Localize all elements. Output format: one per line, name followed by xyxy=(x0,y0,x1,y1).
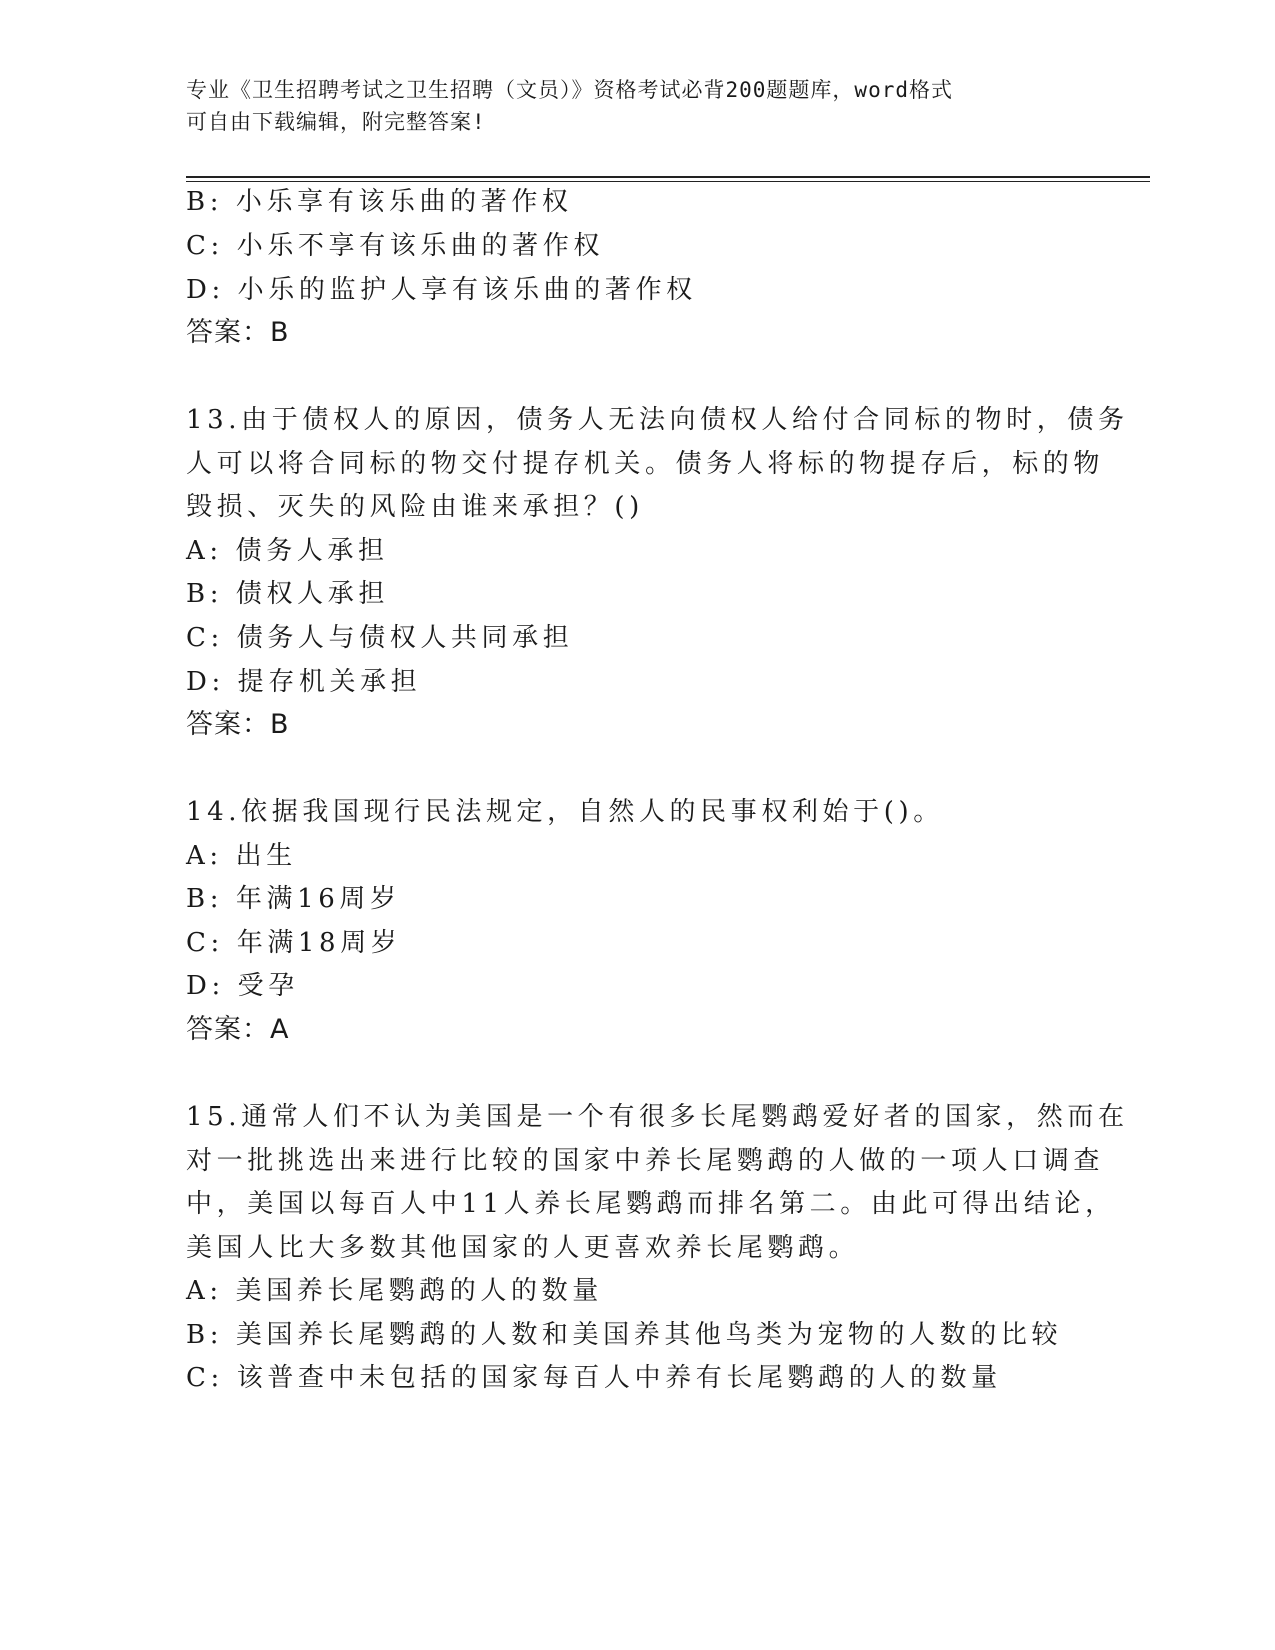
q15-option-a: A: 美国养长尾鹦鹉的人的数量 xyxy=(186,1276,603,1306)
q14-option-c: C: 年满18周岁 xyxy=(186,928,402,958)
q13-option-a: A: 债务人承担 xyxy=(186,536,389,566)
q14-option-b: B: 年满16周岁 xyxy=(186,884,401,914)
q13-option-d: D: 提存机关承担 xyxy=(186,667,422,697)
document-header xyxy=(186,74,1066,138)
q13-stem-line-3: 毁损、灭失的风险由谁来承担？() xyxy=(186,492,644,522)
header-divider-thick xyxy=(186,176,1150,178)
q15-stem-line-1: 15.通常人们不认为美国是一个有很多长尾鹦鹉爱好者的国家，然而在 xyxy=(186,1102,1129,1132)
q12-option-d: D: 小乐的监护人享有该乐曲的著作权 xyxy=(186,275,697,305)
q14-stem-line-1: 14.依据我国现行民法规定，自然人的民事权利始于()。 xyxy=(186,797,944,827)
q15-stem-line-4: 美国人比大多数其他国家的人更喜欢养长尾鹦鹉。 xyxy=(186,1233,860,1263)
q15-stem-line-2: 对一批挑选出来进行比较的国家中养长尾鹦鹉的人做的一项人口调查 xyxy=(186,1146,1105,1176)
q13-stem-line-2: 人可以将合同标的物交付提存机关。债务人将标的物提存后，标的物 xyxy=(186,449,1105,479)
q12-option-c: C: 小乐不享有该乐曲的著作权 xyxy=(186,231,604,261)
q12-answer: 答案：B xyxy=(186,317,290,348)
header-line-1: 专业《卫生招聘考试之卫生招聘（文员）》资格考试必背200题题库，word格式 xyxy=(186,78,953,102)
q14-option-a: A: 出生 xyxy=(186,841,297,871)
q15-option-c: C: 该普查中未包括的国家每百人中养有长尾鹦鹉的人的数量 xyxy=(186,1363,1002,1393)
q12-option-b: B: 小乐享有该乐曲的著作权 xyxy=(186,187,573,217)
header-divider-thin xyxy=(186,181,1150,182)
q15-stem-line-3: 中，美国以每百人中11人养长尾鹦鹉而排名第二。由此可得出结论， xyxy=(186,1189,1116,1219)
q15-option-b: B: 美国养长尾鹦鹉的人数和美国养其他鸟类为宠物的人数的比较 xyxy=(186,1320,1063,1350)
q13-option-c: C: 债务人与债权人共同承担 xyxy=(186,623,574,653)
q13-stem-line-1: 13.由于债权人的原因，债务人无法向债权人给付合同标的物时，债务 xyxy=(186,405,1129,435)
q14-answer: 答案：A xyxy=(186,1014,290,1045)
q14-option-d: D: 受孕 xyxy=(186,971,299,1001)
q13-option-b: B: 债权人承担 xyxy=(186,579,389,609)
header-line-2: 可自由下载编辑，附完整答案! xyxy=(186,110,486,134)
q13-answer: 答案：B xyxy=(186,709,290,740)
